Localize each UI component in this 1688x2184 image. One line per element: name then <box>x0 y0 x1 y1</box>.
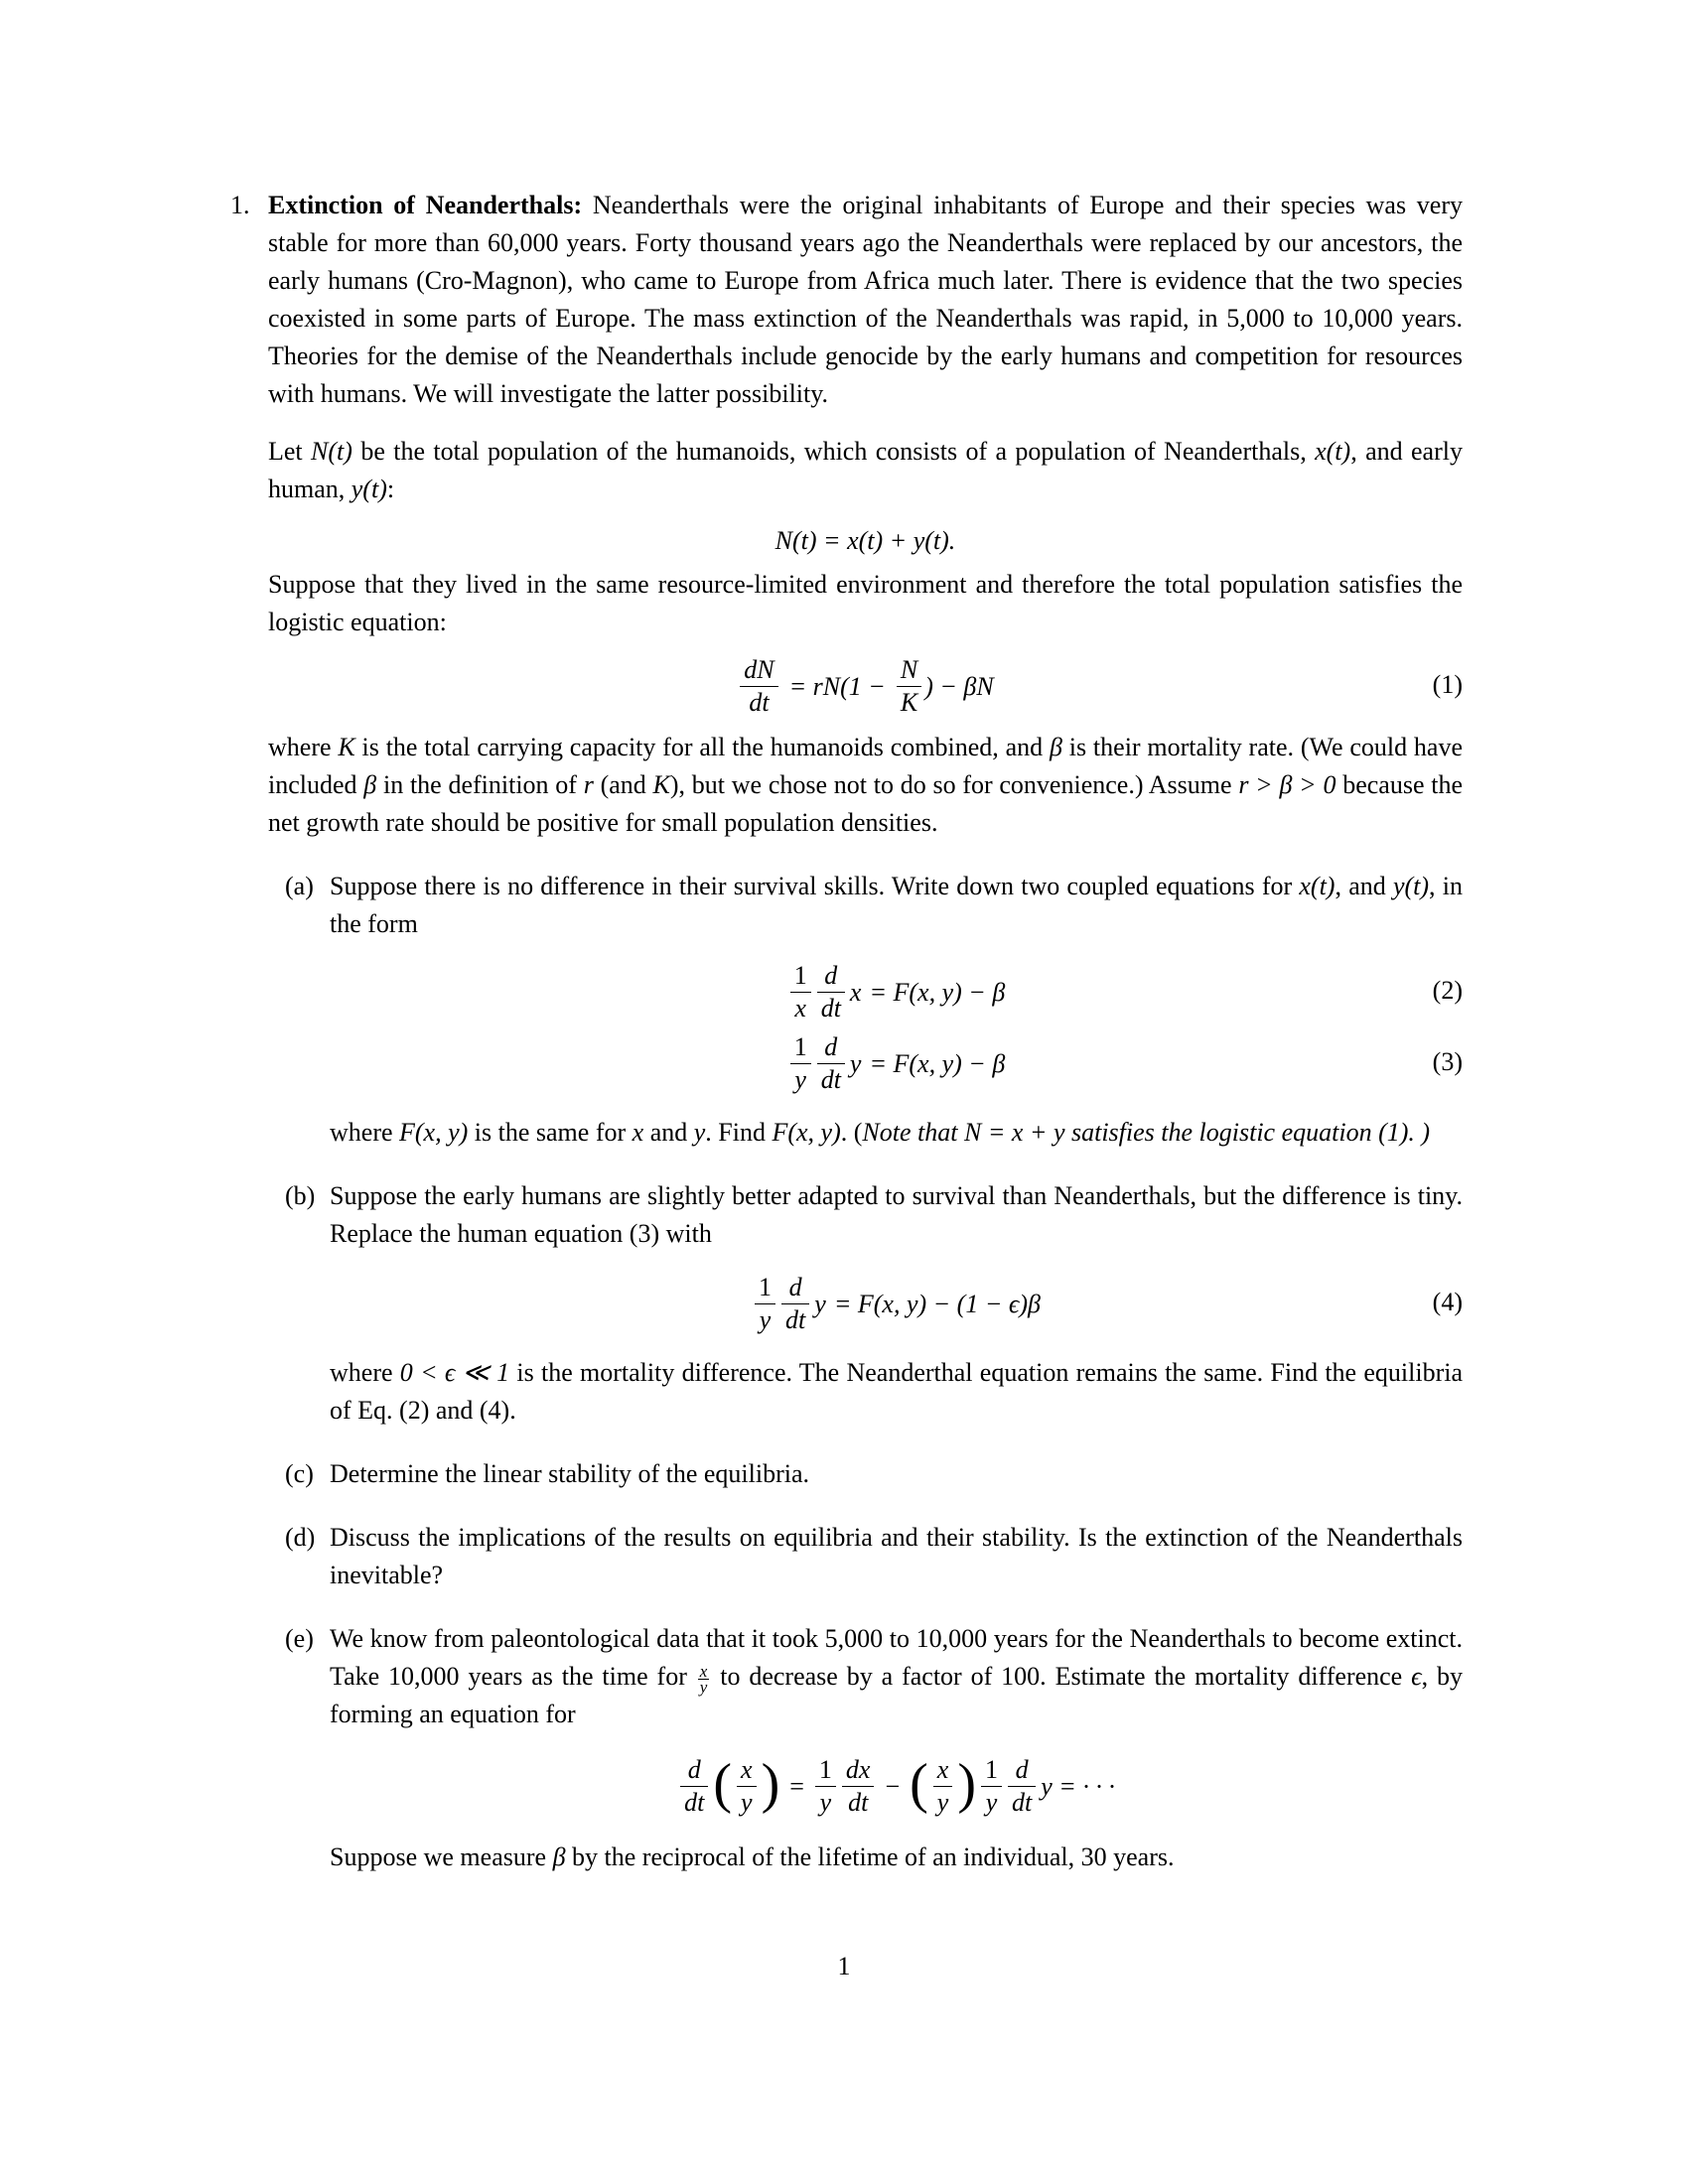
part-b <box>268 1177 1463 1430</box>
fraction-d-dt <box>817 1031 845 1096</box>
text-segment: : <box>386 475 395 503</box>
problem-number: 1. <box>230 191 250 219</box>
text-segment: where <box>330 1118 400 1147</box>
fraction-denominator: K <box>897 686 921 719</box>
text-segment: is the mortality difference. The Neanderthal equation remains the same. Find the equilibria of Eq. (2) and (4). <box>330 1358 1463 1425</box>
equation-2-math <box>787 960 1006 1024</box>
equation-3-tag: (3) <box>1432 1047 1463 1076</box>
math-segment: y(t) <box>1392 872 1430 900</box>
text-segment: , and <box>1335 872 1393 900</box>
fraction-denominator: dt <box>842 1786 875 1819</box>
math-segment: K <box>652 770 670 799</box>
part-c-text: Determine the linear stability of the equilibria. <box>330 1459 810 1488</box>
text-segment: and <box>643 1118 694 1147</box>
part-a-text <box>330 868 1463 943</box>
fraction-numerator: d <box>687 1755 701 1784</box>
fraction-d-dt <box>781 1272 809 1336</box>
fraction-numerator: 1 <box>985 1755 998 1784</box>
fraction-numerator: d <box>824 961 838 990</box>
text-segment: , and early human, <box>268 437 1463 503</box>
fraction-numerator: dN <box>744 655 774 684</box>
math-segment: β <box>1049 733 1062 761</box>
fraction-numerator: x <box>936 1755 949 1784</box>
equation-2-tag: (2) <box>1432 976 1463 1005</box>
problem-item-1 <box>230 187 1463 1876</box>
text-segment: , by forming an equation for <box>330 1662 1464 1728</box>
equation-4-tag: (4) <box>1432 1288 1463 1316</box>
fraction-1-y <box>755 1272 775 1336</box>
part-a-after-text <box>330 1114 1463 1152</box>
intro-text: Neanderthals were the original inhabitants of Europe and their species was very stable for more than 60,000 years. Forty thousand years ago the Neanderthals were replaced by our ancestors, the early humans (Cro-Magnon), who came to Europe from Africa much later. There is evidence that the two species coexisted in some parts of Europe. The mass extinction of the Neanderthals was rapid, in 5,000 to 10,000 years. Theories for the demise of the Neanderthals include genocide by the early humans and competition for resources with humans. We will investigate the latter possibility. <box>268 191 1463 408</box>
part-c-label: (c) <box>285 1459 314 1488</box>
fraction-1-y <box>790 1031 811 1096</box>
text-segment: because the net growth rate should be positive for small population densities. <box>268 770 1464 837</box>
fraction-numerator: 1 <box>793 1032 807 1061</box>
fraction-denominator: y <box>933 1786 953 1819</box>
math-segment: ϵ <box>1411 1662 1422 1691</box>
part-d-label: (d) <box>285 1523 316 1552</box>
fraction-denominator: y <box>699 1677 708 1697</box>
part-b-after-text <box>330 1354 1463 1430</box>
text-segment: is their mortality rate. (We could have included <box>268 733 1464 799</box>
math-segment: y = · · · <box>1041 1771 1115 1801</box>
problem-intro-paragraph <box>268 187 1463 413</box>
part-e-label: (e) <box>285 1624 314 1653</box>
italic-note: Note that N = x + y satisfies the logistic equation (1). ) <box>862 1118 1431 1147</box>
math-segment: = rN(1 − <box>788 671 886 701</box>
text-segment: Suppose we measure <box>330 1843 553 1871</box>
math-segment: F(x, y) <box>772 1118 841 1147</box>
fraction-1-x <box>790 960 811 1024</box>
math-segment: N(t) <box>311 437 352 466</box>
fraction-numerator: d <box>824 1032 838 1061</box>
paragraph-suppose: Suppose that they lived in the same resource-limited environment and therefore the total population satisfies the logistic equation: <box>268 570 1463 636</box>
text-segment: We know from paleontological data that it took 5,000 to 10,000 years for the Neanderthals to become extinct. Take 10,000 years as the time for <box>330 1624 1463 1691</box>
problem-content <box>230 187 1463 1876</box>
fraction-N-K <box>897 654 921 719</box>
fraction-denominator: y <box>737 1786 757 1819</box>
math-segment: ) − βN <box>924 671 994 701</box>
part-d-text: Discuss the implications of the results on equilibria and their stability. Is the extinction of the Neanderthals inevitable? <box>330 1523 1463 1589</box>
math-segment: x(t) <box>1315 437 1351 466</box>
fraction-denominator: y <box>815 1786 836 1819</box>
equation-ratio-math: $\frac{d}{dt}$ ( $\frac{x}{y}$ ) = $\frac{1}{y}$ $\frac{dx}{dt}$ − ( $\frac{x}{y}$ ) $\frac{1}{y}$ $\frac{d}{dt}$ y = · · · <box>677 1754 1115 1819</box>
fraction-d-dt <box>1008 1754 1036 1819</box>
fraction-1-y <box>815 1754 836 1819</box>
part-a <box>268 868 1463 1152</box>
fraction-numerator: x <box>741 1755 753 1784</box>
math-segment: = F(x, y) − β <box>869 977 1006 1007</box>
fraction-1-y <box>981 1754 1002 1819</box>
paragraph-where-k <box>268 729 1463 842</box>
math-variable: y <box>814 1289 826 1318</box>
equation-4 <box>330 1269 1463 1336</box>
fraction-numerator: x <box>699 1661 708 1681</box>
inline-fraction-x-y <box>698 1661 710 1697</box>
text-segment: Suppose there is no difference in their survival skills. Write down two coupled equations for <box>330 872 1300 900</box>
text-segment: , in the form <box>330 872 1463 938</box>
fraction-numerator: 1 <box>818 1755 832 1784</box>
equation-total-population: N(t) = x(t) + y(t). <box>774 526 956 555</box>
math-segment: β <box>363 770 377 799</box>
part-b-text: Suppose the early humans are slightly better adapted to survival than Neanderthals, but the difference is tiny. Replace the human equation (3) with <box>330 1181 1463 1248</box>
math-segment: 0 < ϵ ≪ 1 <box>399 1358 510 1387</box>
text-segment: (and <box>593 770 653 799</box>
math-segment: x <box>632 1118 644 1147</box>
fraction-denominator: y <box>755 1303 775 1336</box>
fraction-x-y <box>737 1754 757 1819</box>
fraction-d-dt <box>817 960 845 1024</box>
fraction-denominator: y <box>981 1786 1002 1819</box>
equation-ratio-derivative <box>330 1751 1463 1819</box>
equals-sign: = <box>789 1771 804 1801</box>
paragraph-let <box>268 433 1463 508</box>
math-variable: y <box>849 1048 862 1078</box>
minus-sign: − <box>885 1771 901 1801</box>
part-e <box>268 1620 1463 1876</box>
page-number: 1 <box>837 1952 851 1980</box>
text-segment: ), but we chose not to do so for convenience.) Assume <box>669 770 1239 799</box>
text-segment: where <box>268 733 339 761</box>
fraction-denominator: dt <box>817 992 845 1024</box>
math-segment: = F(x, y) − β <box>869 1048 1006 1078</box>
math-segment: y <box>693 1118 706 1147</box>
fraction-denominator: x <box>790 992 811 1024</box>
fraction-numerator: 1 <box>759 1273 773 1301</box>
equation-1 <box>268 651 1463 719</box>
fraction-d-dt <box>680 1754 708 1819</box>
text-segment: Let <box>268 437 312 466</box>
fraction-denominator: dt <box>680 1786 708 1819</box>
fraction-x-y <box>933 1754 953 1819</box>
text-segment: be the total population of the humanoids, which consists of a population of Neanderthals, <box>352 437 1316 466</box>
fraction-denominator: dt <box>781 1303 809 1336</box>
math-segment: x(t) <box>1299 872 1336 900</box>
fraction-numerator: d <box>1015 1755 1029 1784</box>
math-segment: r > β > 0 <box>1238 770 1336 799</box>
equation-3 <box>330 1028 1463 1096</box>
fraction-numerator: N <box>900 655 918 684</box>
problem-title: Extinction of Neanderthals: <box>268 191 593 219</box>
math-segment: β <box>552 1843 566 1871</box>
equation-2 <box>330 957 1463 1024</box>
text-segment: to decrease by a factor of 100. Estimate the mortality difference <box>711 1662 1412 1691</box>
part-a-label: (a) <box>285 872 314 900</box>
text-segment: by the reciprocal of the lifetime of an individual, 30 years. <box>565 1843 1175 1871</box>
part-c <box>268 1455 1463 1493</box>
fraction-numerator: 1 <box>793 961 807 990</box>
fraction-denominator: dt <box>740 686 777 719</box>
part-e-closing-text <box>330 1839 1463 1876</box>
fraction-denominator: y <box>790 1063 811 1096</box>
text-segment: . Find <box>705 1118 773 1147</box>
part-d <box>268 1519 1463 1594</box>
fraction-numerator: dx <box>845 1755 871 1784</box>
text-segment: . ( <box>840 1118 863 1147</box>
math-segment: F(x, y) <box>399 1118 469 1147</box>
equation-4-math <box>752 1272 1041 1336</box>
equation-1-math <box>737 654 993 719</box>
text-segment: is the same for <box>468 1118 633 1147</box>
text-segment: is the total carrying capacity for all the humanoids combined, and <box>354 733 1050 761</box>
fraction-dN-dt <box>740 654 777 719</box>
fraction-denominator: dt <box>1008 1786 1036 1819</box>
math-segment: y(t) <box>351 475 387 503</box>
equation-1-tag: (1) <box>1432 670 1463 699</box>
math-segment: r <box>583 770 594 799</box>
math-segment: = F(x, y) − (1 − ϵ)β <box>833 1289 1041 1318</box>
text-segment: where <box>330 1358 400 1387</box>
equation-3-math <box>787 1031 1006 1096</box>
part-e-text <box>330 1620 1463 1733</box>
text-segment: in the definition of <box>376 770 584 799</box>
fraction-numerator: d <box>788 1273 802 1301</box>
part-b-label: (b) <box>285 1181 316 1210</box>
math-variable: x <box>849 977 862 1007</box>
math-segment: K <box>338 733 355 761</box>
fraction-dx-dt <box>842 1754 875 1819</box>
fraction-denominator: dt <box>817 1063 845 1096</box>
